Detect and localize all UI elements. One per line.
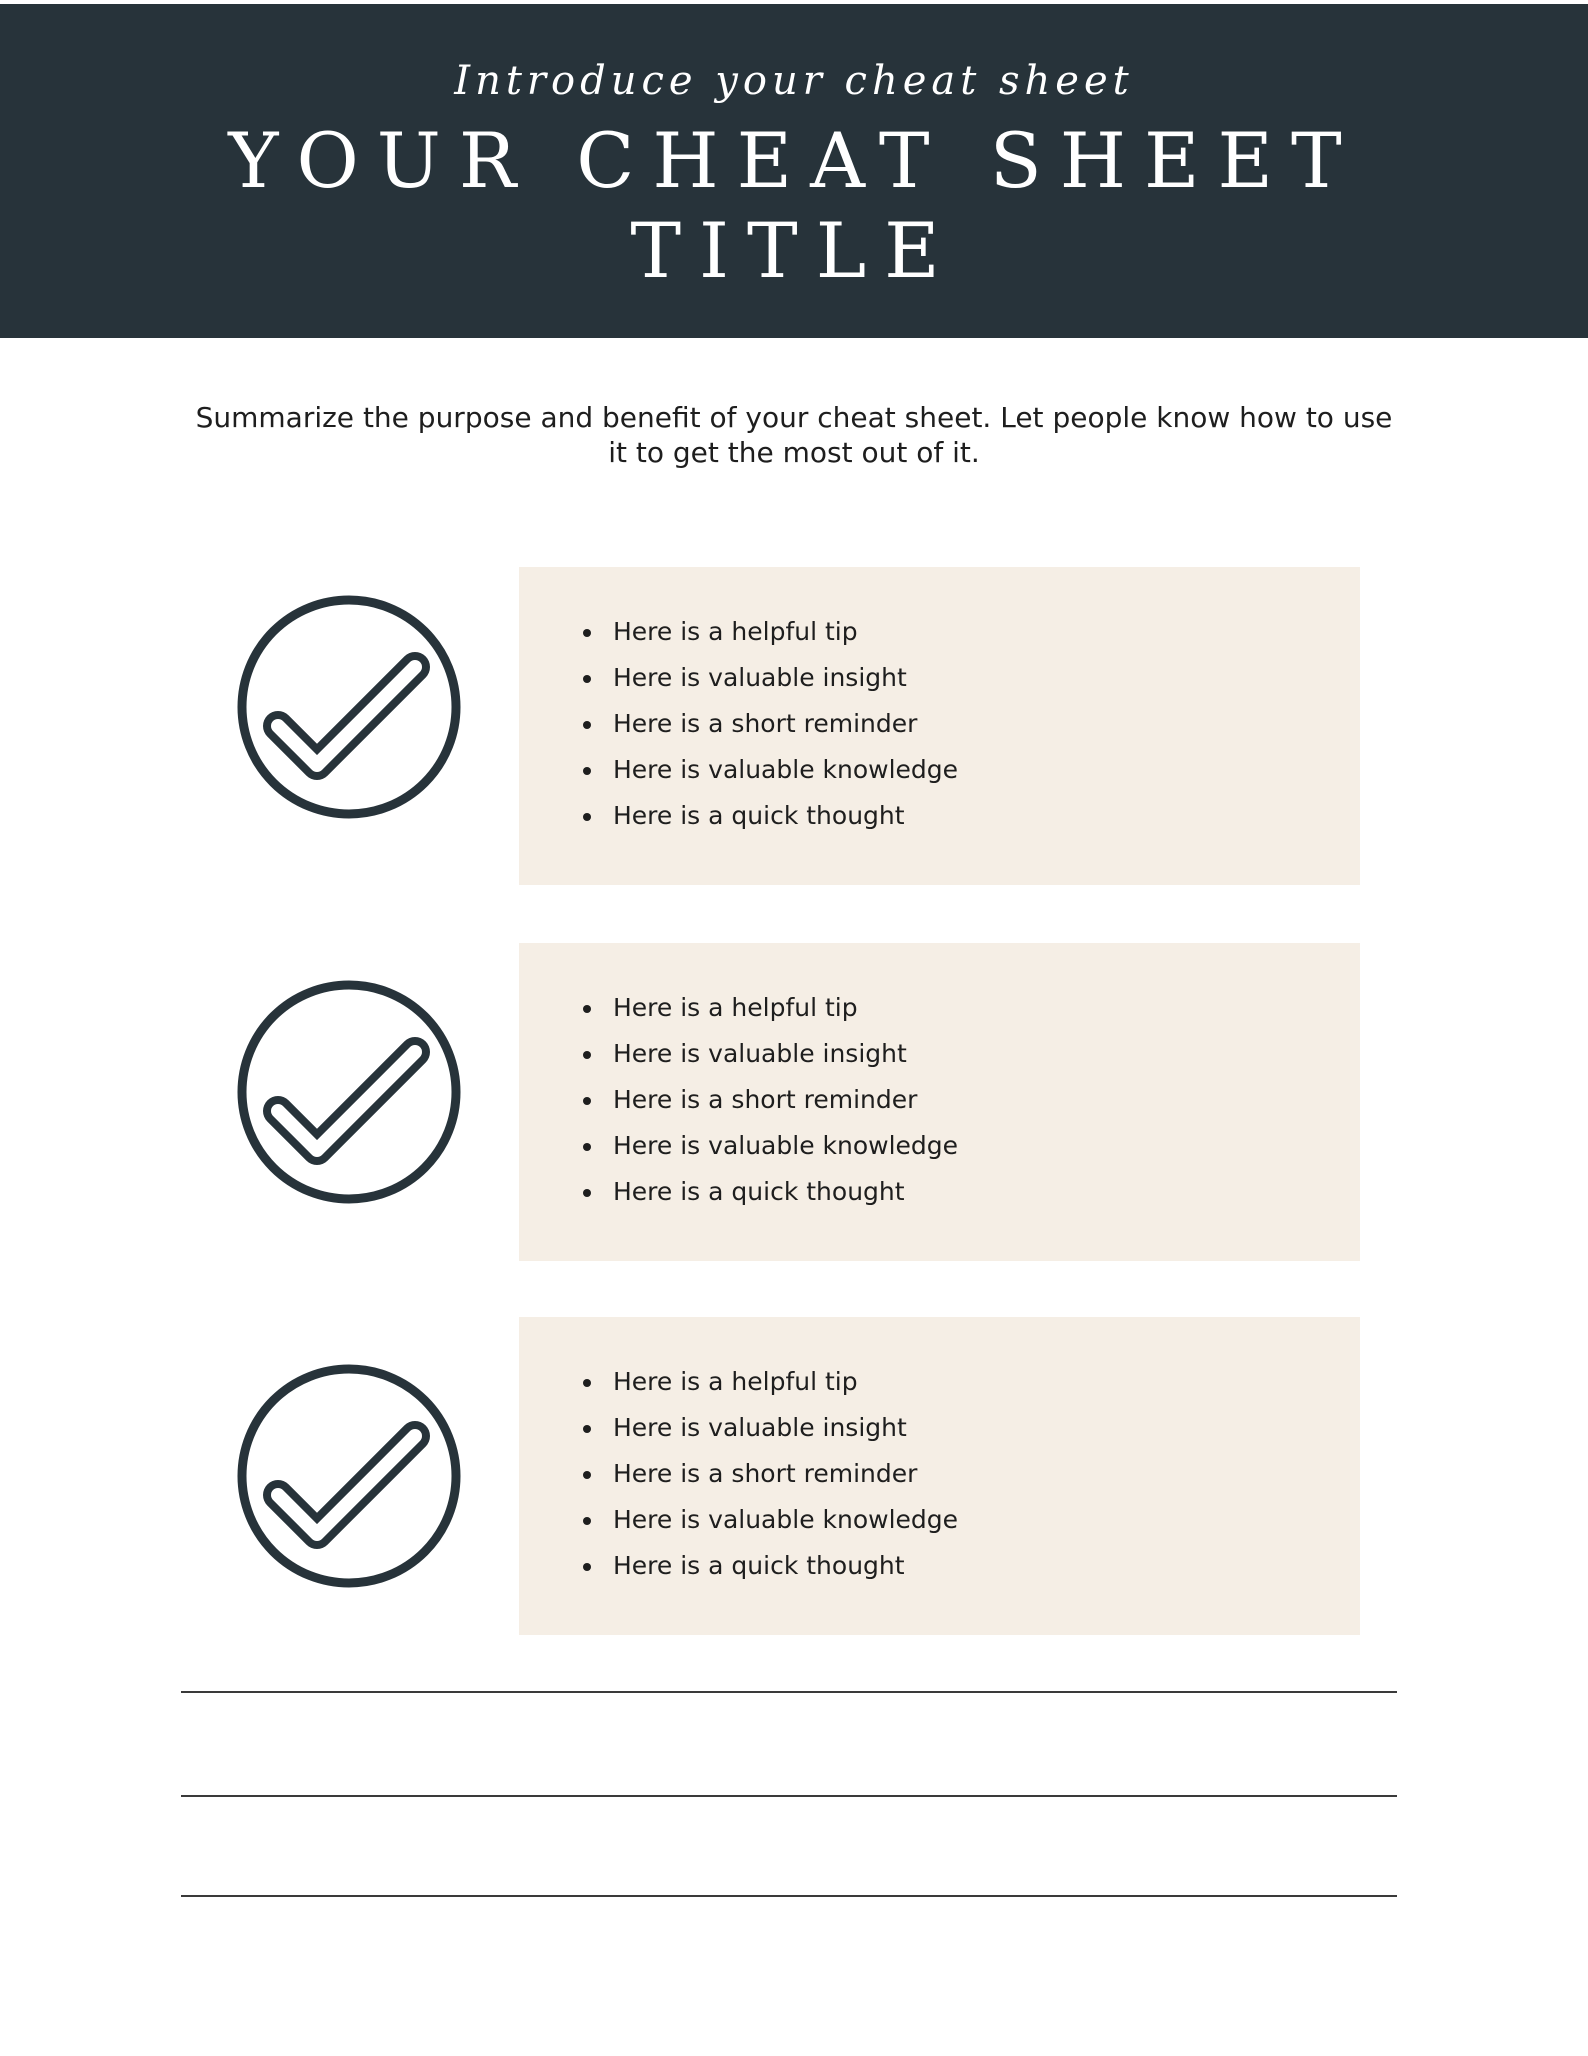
note-line-1 [181,1691,1397,1693]
list-item [583,985,958,1031]
check-circle-icon [235,1362,463,1590]
list-item-text: Here is valuable insight [613,1413,907,1442]
bullet-icon [583,1189,591,1197]
tips-list-1 [583,609,958,839]
list-item-text: Here is a short reminder [613,709,918,738]
summary-text: Summarize the purpose and benefit of your cheat sheet. Let people know how to use it to get the most out of it. [195,401,1393,469]
list-item-text: Here is valuable knowledge [613,755,959,784]
list-item [583,701,958,747]
tips-card-2 [519,943,1360,1261]
list-item [583,747,958,793]
list-item [583,1077,958,1123]
tips-card-3 [519,1317,1360,1635]
list-item [583,1169,958,1215]
check-circle-icon [235,978,463,1206]
note-line-2 [181,1795,1397,1797]
header-subtitle: Introduce your cheat sheet [454,58,1134,104]
bullet-icon [583,813,591,821]
list-item [583,1405,958,1451]
bullet-icon [583,1097,591,1105]
list-item [583,1451,958,1497]
header-banner [0,4,1588,338]
list-item-text: Here is valuable knowledge [613,1131,959,1160]
list-item-text: Here is a short reminder [613,1459,918,1488]
list-item-text: Here is valuable knowledge [613,1505,959,1534]
bullet-icon [583,1051,591,1059]
bullet-icon [583,1517,591,1525]
bullet-icon [583,1005,591,1013]
bullet-icon [583,1471,591,1479]
list-item-text: Here is a quick thought [613,1177,905,1206]
list-item [583,793,958,839]
tips-card-1 [519,567,1360,885]
list-item-text: Here is a quick thought [613,801,905,830]
list-item [583,1359,958,1405]
list-item-text: Here is a quick thought [613,1551,905,1580]
list-item [583,609,958,655]
bullet-icon [583,1379,591,1387]
list-item [583,1123,958,1169]
bullet-icon [583,629,591,637]
list-item-text: Here is a helpful tip [613,993,858,1022]
bullet-icon [583,1425,591,1433]
list-item-text: Here is a helpful tip [613,1367,858,1396]
list-item [583,1543,958,1589]
note-line-3 [181,1895,1397,1897]
check-circle-icon [235,593,463,821]
list-item-text: Here is a helpful tip [613,617,858,646]
bullet-icon [583,767,591,775]
bullet-icon [583,1143,591,1151]
bullet-icon [583,721,591,729]
list-item-text: Here is valuable insight [613,663,907,692]
list-item [583,655,958,701]
list-item-text: Here is valuable insight [613,1039,907,1068]
bullet-icon [583,675,591,683]
list-item-text: Here is a short reminder [613,1085,918,1114]
list-item [583,1497,958,1543]
bullet-icon [583,1563,591,1571]
list-item [583,1031,958,1077]
tips-list-2 [583,985,958,1215]
page-title: YOUR CHEAT SHEET TITLE [228,116,1360,295]
tips-list-3 [583,1359,958,1589]
